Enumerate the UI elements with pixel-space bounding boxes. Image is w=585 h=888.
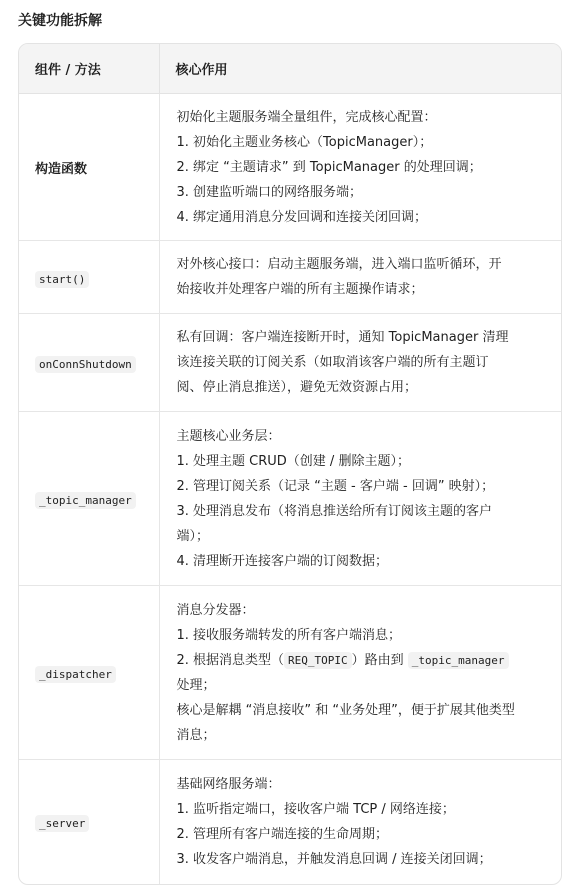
desc-line: 消息；: [176, 727, 216, 743]
row-desc-cell: [159, 586, 561, 760]
column-header-component: 组件 / 方法: [19, 44, 159, 94]
desc-text: ）路由到: [351, 652, 408, 668]
table-row: [19, 412, 561, 586]
component-name: _topic_manager: [35, 492, 136, 509]
desc-line: 阅、停止消息推送），避免无效资源占用；: [176, 380, 418, 395]
desc-line: 对外核心接口：启动主题服务端，进入端口监听循环，开: [176, 257, 502, 272]
row-name-cell: [19, 412, 159, 586]
component-name: _dispatcher: [35, 666, 116, 683]
component-name: onConnShutdown: [35, 356, 136, 373]
desc-line: 初始化主题服务端全量组件，完成核心配置：: [176, 109, 437, 125]
row-desc-cell: [159, 412, 561, 586]
desc-line: 核心是解耦 “消息接收” 和 “业务处理”，便于扩展其他类型: [176, 702, 515, 718]
row-desc-cell: [159, 241, 561, 314]
desc-line: 端）；: [176, 528, 210, 544]
row-name-cell: [19, 586, 159, 760]
section-title: 关键功能拆解: [18, 13, 102, 29]
table-row: [19, 586, 561, 760]
desc-line: 1. 处理主题 CRUD（创建 / 删除主题）；: [176, 453, 410, 469]
desc-line: 处理；: [176, 677, 216, 693]
desc-line: 1. 接收服务端转发的所有客户端消息；: [176, 627, 402, 643]
desc-line: 3. 创建监听端口的网络服务端；: [176, 184, 363, 200]
desc-line: [177, 648, 552, 673]
desc-line: 4. 绑定通用消息分发回调和连接关闭回调；: [176, 209, 428, 225]
table-row: [19, 760, 561, 884]
row-name-cell: [19, 760, 159, 884]
row-desc-cell: [159, 760, 561, 884]
table-row: [19, 94, 561, 241]
desc-line: 基础网络服务端：: [176, 776, 281, 792]
table-row: [19, 314, 561, 412]
desc-line: 3. 处理消息发布（将消息推送给所有订阅该主题的客户: [176, 503, 493, 519]
desc-line: 2. 管理订阅关系（记录 “主题 - 客户端 - 回调” 映射）；: [176, 478, 495, 494]
desc-line: 1. 初始化主题业务核心（TopicManager）；: [176, 134, 433, 150]
function-table: [18, 43, 562, 885]
desc-line: 私有回调：客户端连接断开时，通知 TopicManager 清理: [176, 330, 509, 345]
row-desc-cell: [159, 94, 561, 241]
table-header-row: [19, 44, 561, 94]
column-header-role: 核心作用: [159, 44, 561, 94]
desc-line: 该连接关联的订阅关系（如取消该客户端的所有主题订: [176, 355, 489, 370]
desc-line: 4. 清理断开连接客户端的订阅数据；: [176, 553, 389, 569]
inline-code: _topic_manager: [408, 652, 509, 669]
row-name-cell: [19, 94, 159, 241]
desc-line: 主题核心业务层：: [176, 428, 281, 444]
component-name: 构造函数: [35, 161, 88, 177]
desc-line: 消息分发器：: [176, 602, 255, 618]
desc-line: 2. 绑定 “主题请求” 到 TopicManager 的处理回调；: [176, 159, 482, 175]
desc-line: 3. 收发客户端消息，并触发消息回调 / 连接关闭回调；: [176, 851, 492, 867]
inline-code: REQ_TOPIC: [284, 652, 352, 669]
table-row: [19, 241, 561, 314]
component-name: _server: [35, 815, 89, 832]
desc-line: 始接收并处理客户端的所有主题操作请求；: [176, 282, 424, 297]
desc-line: 2. 管理所有客户端连接的生命周期；: [176, 826, 389, 842]
row-desc-cell: [159, 314, 561, 412]
desc-text: 2. 根据消息类型（: [176, 652, 285, 668]
row-name-cell: [19, 241, 159, 314]
component-name: start(): [35, 271, 89, 288]
desc-line: 1. 监听指定端口，接收客户端 TCP / 网络连接；: [176, 801, 455, 817]
row-name-cell: [19, 314, 159, 412]
